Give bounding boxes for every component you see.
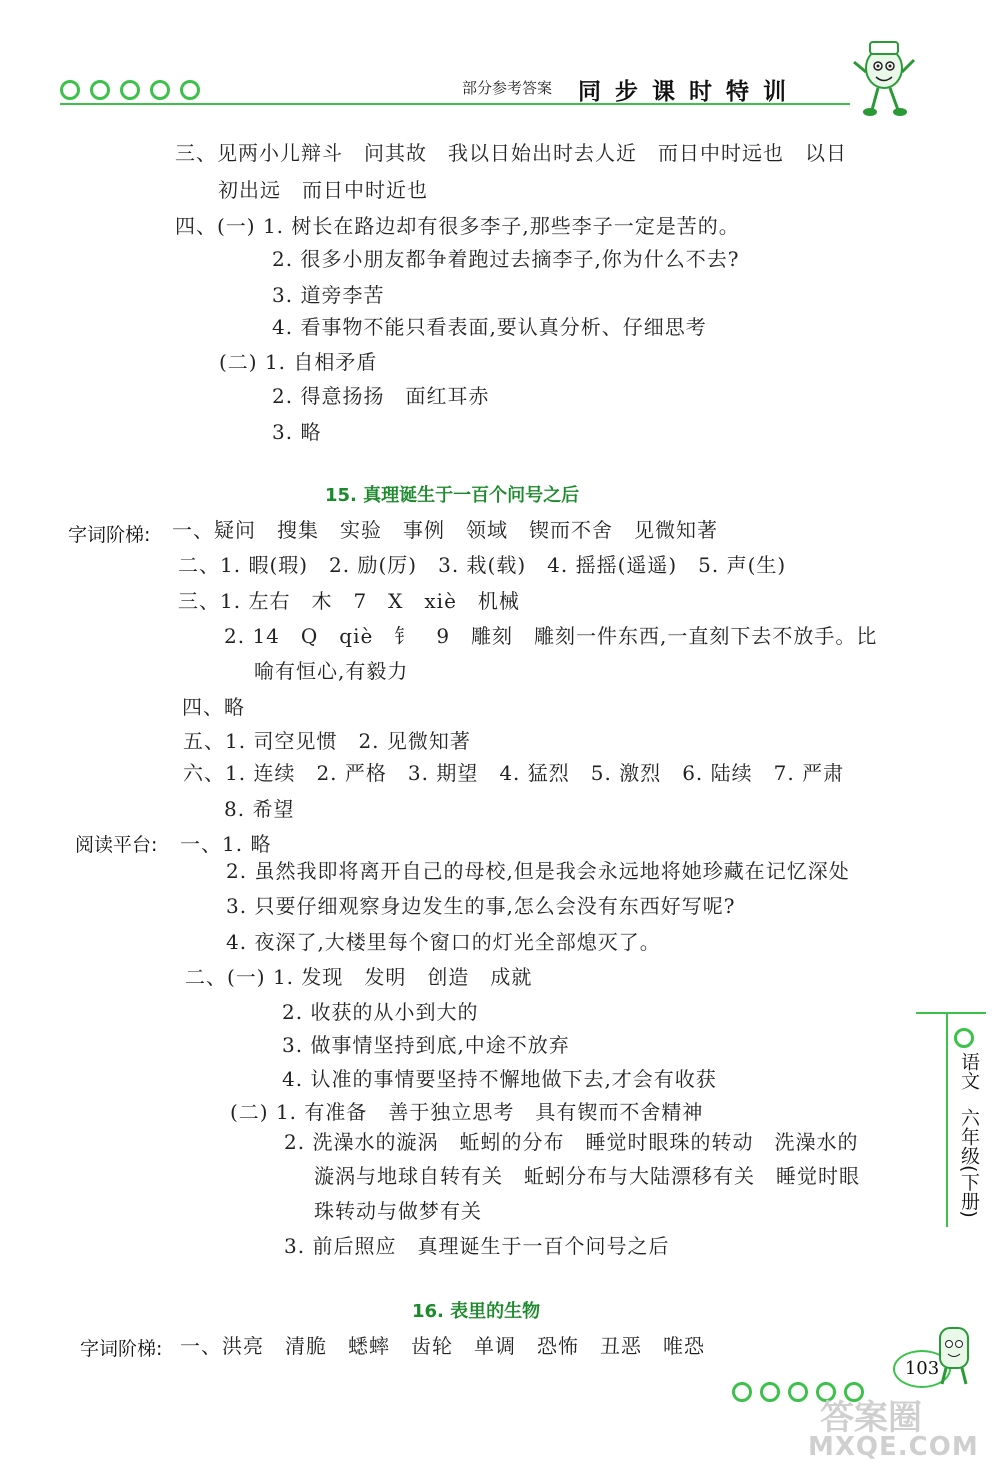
category-label: 字词阶梯:: [80, 1338, 163, 1360]
decor-circle: [788, 1382, 808, 1402]
answer-line: 一、疑问 搜集 实验 事例 领域 锲而不舍 见微知著: [172, 518, 718, 542]
answer-line: 三、1. 左右 木 7 X xiè 机械: [178, 589, 520, 613]
answer-line: 三、见两小儿辩斗 问其故 我以日始出时去人近 而日中时远也 以日: [175, 141, 847, 165]
page-number: 103: [893, 1350, 951, 1388]
answer-line: (二) 1. 有准备 善于独立思考 具有锲而不舍精神: [230, 1100, 704, 1124]
answer-line: 二、1. 暇(瑕) 2. 励(厉) 3. 栽(载) 4. 摇摇(遥遥) 5. 声(生): [178, 553, 787, 577]
answer-line: 四、(一) 1. 树长在路边却有很多李子,那些李子一定是苦的。: [175, 214, 740, 238]
answer-line: 2. 洗澡水的漩涡 蚯蚓的分布 睡觉时眼珠的转动 洗澡水的: [284, 1130, 859, 1154]
section-title: 16. 表里的生物: [412, 1301, 541, 1322]
answer-line: 3. 前后照应 真理诞生于一百个问号之后: [284, 1234, 670, 1258]
answer-line: 2. 14 Q qiè 钅 9 雕刻 雕刻一件东西,一直刻下去不放手。比: [224, 624, 878, 648]
answer-line: (二) 1. 自相矛盾: [219, 350, 378, 374]
answer-line: 五、1. 司空见惯 2. 见微知著: [183, 729, 471, 753]
answer-line: 4. 夜深了,大楼里每个窗口的灯光全部熄灭了。: [226, 930, 661, 954]
side-decor-circle: [954, 1028, 974, 1048]
answer-line: 二、(一) 1. 发现 发明 创造 成就: [185, 965, 533, 989]
answer-line: 4. 看事物不能只看表面,要认真分析、仔细思考: [272, 315, 707, 339]
answer-line: 珠转动与做梦有关: [314, 1199, 482, 1223]
answer-line: 漩涡与地球自转有关 蚯蚓分布与大陆漂移有关 睡觉时眼: [314, 1164, 860, 1188]
answer-line: 喻有恒心,有毅力: [254, 659, 409, 683]
mascot-icon: [848, 38, 920, 122]
header-decor-circles: [60, 80, 200, 100]
side-tab-divider: [946, 1012, 948, 1227]
answer-line: 2. 虽然我即将离开自己的母校,但是我会永远地将她珍藏在记忆深处: [226, 859, 850, 883]
decor-circle: [60, 80, 80, 100]
answer-line: 2. 得意扬扬 面红耳赤: [272, 384, 490, 408]
answer-line: 初出远 而日中时近也: [218, 178, 428, 202]
answer-line: 8. 希望: [224, 797, 295, 821]
mascot-small-icon: [930, 1322, 978, 1396]
answer-line: 3. 做事情坚持到底,中途不放弃: [282, 1033, 570, 1057]
answer-line: 3. 道旁李苦: [272, 283, 385, 307]
decor-circle: [150, 80, 170, 100]
answer-line: 3. 只要仔细观察身边发生的事,怎么会没有东西好写呢?: [226, 894, 736, 918]
category-label: 阅读平台:: [75, 834, 158, 856]
answer-line: 四、略: [182, 695, 245, 719]
watermark-logo: 答案圈: [820, 1398, 922, 1438]
answer-line: 4. 认准的事情要坚持不懈地做下去,才会有收获: [282, 1067, 717, 1091]
header-book-title: 同步课时特训: [578, 79, 800, 105]
category-label: 字词阶梯:: [68, 524, 151, 546]
answer-line: 2. 收获的从小到大的: [282, 1000, 479, 1024]
side-tab-rule: [916, 1012, 986, 1014]
side-subject: 语文: [958, 1052, 980, 1090]
decor-circle: [732, 1382, 752, 1402]
decor-circle: [120, 80, 140, 100]
side-grade: 六年级(下册): [958, 1108, 980, 1218]
answer-line: 一、洪亮 清脆 蟋蟀 齿轮 单调 恐怖 丑恶 唯恐: [180, 1334, 705, 1358]
answer-line: 六、1. 连续 2. 严格 3. 期望 4. 猛烈 5. 激烈 6. 陆续 7. 严肃: [183, 761, 845, 785]
answer-line: 一、1. 略: [180, 832, 272, 856]
watermark-url: MXQE.COM: [808, 1432, 979, 1462]
decor-circle: [90, 80, 110, 100]
header-answer-label: 部分参考答案: [462, 79, 553, 97]
decor-circle: [760, 1382, 780, 1402]
section-title: 15. 真理诞生于一百个问号之后: [325, 485, 580, 506]
answer-line: 2. 很多小朋友都争着跑过去摘李子,你为什么不去?: [272, 247, 740, 271]
decor-circle: [180, 80, 200, 100]
answer-line: 3. 略: [272, 420, 322, 444]
